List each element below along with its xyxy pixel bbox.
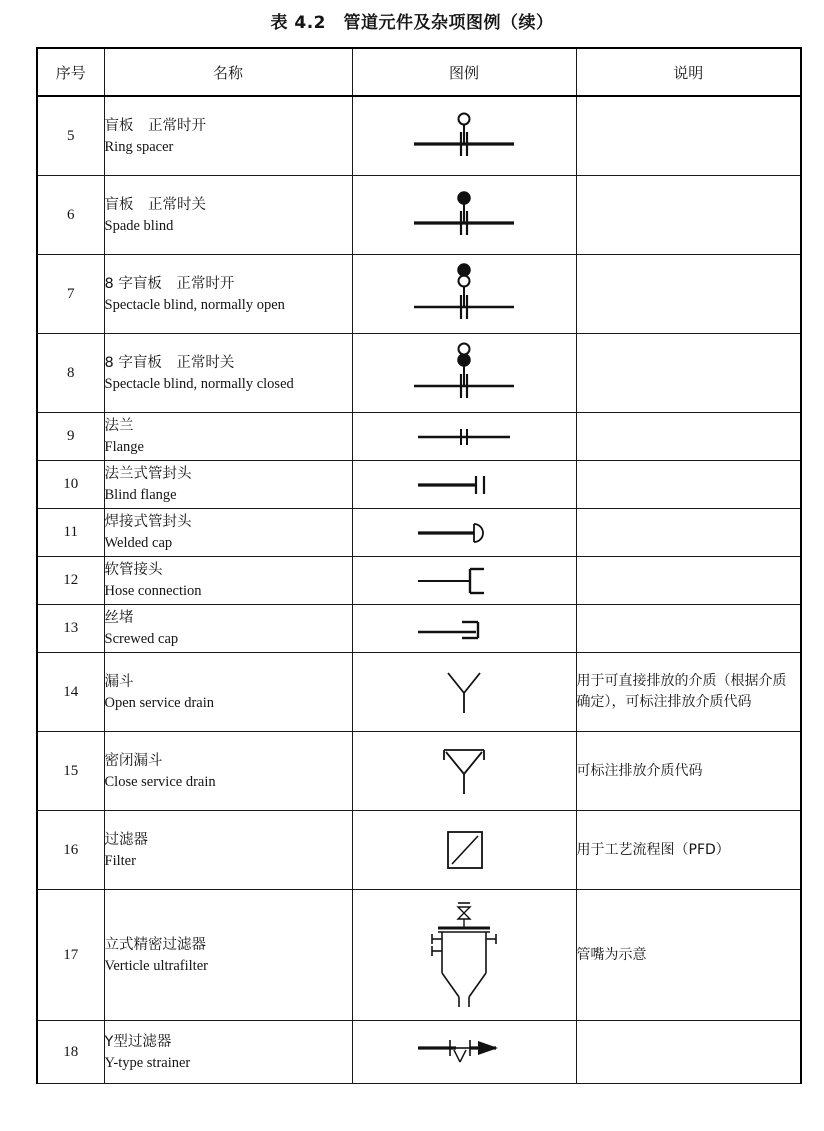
table-row [37, 653, 801, 732]
flange-icon [353, 422, 576, 452]
row-number: 17 [37, 890, 104, 1021]
row-description [576, 557, 801, 605]
row-description [576, 176, 801, 255]
row-name-cn: 法兰 [104, 418, 134, 434]
row-name-en: Filter [104, 852, 136, 869]
row-name-cn: 法兰式管封头 [104, 466, 192, 482]
row-name-cn: 漏斗 [104, 673, 134, 690]
row-number: 13 [37, 605, 104, 653]
screwed-cap-icon [353, 614, 576, 644]
table-row [37, 509, 801, 557]
row-symbol [352, 461, 576, 509]
row-number: 15 [37, 732, 104, 811]
table-row [37, 605, 801, 653]
row-number: 5 [37, 96, 104, 176]
table-row [37, 890, 801, 1021]
row-name-en: Ring spacer [104, 138, 174, 155]
row-name-cn: 丝堵 [104, 610, 134, 626]
ring-spacer-icon [353, 108, 576, 164]
row-symbol [352, 653, 576, 732]
row-name-en: Y-type strainer [104, 1054, 191, 1071]
row-symbol [352, 557, 576, 605]
row-name [104, 1021, 352, 1084]
column-header-symbol: 图例 [352, 48, 576, 96]
row-name-en: Spectacle blind, normally closed [104, 375, 294, 392]
pipe-legend-table [36, 47, 802, 1084]
row-name-en: Verticle ultrafilter [104, 957, 208, 974]
table-row [37, 96, 801, 176]
row-description: 可标注排放介质代码 [576, 732, 801, 811]
row-symbol [352, 811, 576, 890]
row-symbol [352, 732, 576, 811]
row-symbol [352, 890, 576, 1021]
row-name-cn: 盲板 正常时关 [104, 196, 206, 213]
hose-connection-icon [353, 564, 576, 598]
row-number: 12 [37, 557, 104, 605]
table-row [37, 334, 801, 413]
row-number: 8 [37, 334, 104, 413]
row-name-cn: Y型过滤器 [104, 1033, 172, 1050]
row-name [104, 509, 352, 557]
row-description: 用于工艺流程图（PFD） [576, 811, 801, 890]
row-name-en: Flange [104, 439, 144, 455]
blind-flange-icon [353, 470, 576, 500]
row-name-cn: 8 字盲板 正常时开 [104, 275, 235, 292]
row-description [576, 413, 801, 461]
row-symbol [352, 509, 576, 557]
filter-icon [353, 824, 576, 876]
row-description [576, 255, 801, 334]
row-number: 9 [37, 413, 104, 461]
row-name-cn: 密闭漏斗 [104, 752, 163, 769]
row-name-cn: 焊接式管封头 [104, 514, 192, 530]
row-name [104, 461, 352, 509]
row-name [104, 732, 352, 811]
row-name [104, 413, 352, 461]
row-description [576, 509, 801, 557]
close-service-drain-icon [353, 742, 576, 800]
row-name [104, 557, 352, 605]
row-name-en: Screwed cap [104, 631, 179, 647]
row-description: 管嘴为示意 [576, 890, 801, 1021]
row-name [104, 811, 352, 890]
row-name-cn: 立式精密过滤器 [104, 936, 206, 953]
y-type-strainer-icon [353, 1032, 576, 1072]
row-name [104, 176, 352, 255]
row-symbol [352, 1021, 576, 1084]
table-row [37, 732, 801, 811]
verticle-ultrafilter-icon [353, 897, 576, 1013]
row-number: 14 [37, 653, 104, 732]
row-symbol [352, 176, 576, 255]
row-name [104, 653, 352, 732]
row-symbol [352, 413, 576, 461]
spectacle-blind-open-icon [353, 261, 576, 327]
row-name-en: Hose connection [104, 583, 202, 599]
row-number: 11 [37, 509, 104, 557]
row-name-en: Close service drain [104, 773, 216, 790]
row-name [104, 605, 352, 653]
row-name [104, 334, 352, 413]
row-description: 用于可直接排放的介质（根据介质确定），可标注排放介质代码 [576, 653, 801, 732]
row-number: 7 [37, 255, 104, 334]
row-name [104, 890, 352, 1021]
row-name-cn: 盲板 正常时开 [104, 117, 206, 134]
row-name-en: Blind flange [104, 487, 177, 503]
spectacle-blind-closed-icon [353, 340, 576, 406]
row-number: 10 [37, 461, 104, 509]
row-name-en: Welded cap [104, 535, 173, 551]
row-description [576, 96, 801, 176]
row-number: 16 [37, 811, 104, 890]
row-name-en: Spade blind [104, 217, 174, 234]
open-service-drain-icon [353, 663, 576, 721]
row-number: 18 [37, 1021, 104, 1084]
table-row [37, 461, 801, 509]
table-row [37, 811, 801, 890]
row-symbol [352, 334, 576, 413]
row-name [104, 255, 352, 334]
table-row [37, 1021, 801, 1084]
row-name-cn: 软管接头 [104, 562, 163, 578]
row-symbol [352, 255, 576, 334]
row-description [576, 334, 801, 413]
row-description [576, 605, 801, 653]
welded-cap-icon [353, 518, 576, 548]
table-row [37, 255, 801, 334]
table-row [37, 413, 801, 461]
row-name [104, 96, 352, 176]
row-name-en: Spectacle blind, normally open [104, 296, 285, 313]
column-header-description: 说明 [576, 48, 801, 96]
row-symbol [352, 605, 576, 653]
row-name-cn: 过滤器 [104, 831, 148, 848]
row-name-cn: 8 字盲板 正常时关 [104, 354, 235, 371]
table-row [37, 557, 801, 605]
row-name-en: Open service drain [104, 694, 215, 711]
page-title: 表 4.2 管道元件及杂项图例（续） [270, 13, 554, 33]
table-header-row [37, 48, 801, 96]
column-header-name: 名称 [104, 48, 352, 96]
row-description [576, 461, 801, 509]
table-row [37, 176, 801, 255]
row-description [576, 1021, 801, 1084]
column-header-no: 序号 [37, 48, 104, 96]
spade-blind-icon [353, 187, 576, 243]
row-number: 6 [37, 176, 104, 255]
row-symbol [352, 96, 576, 176]
